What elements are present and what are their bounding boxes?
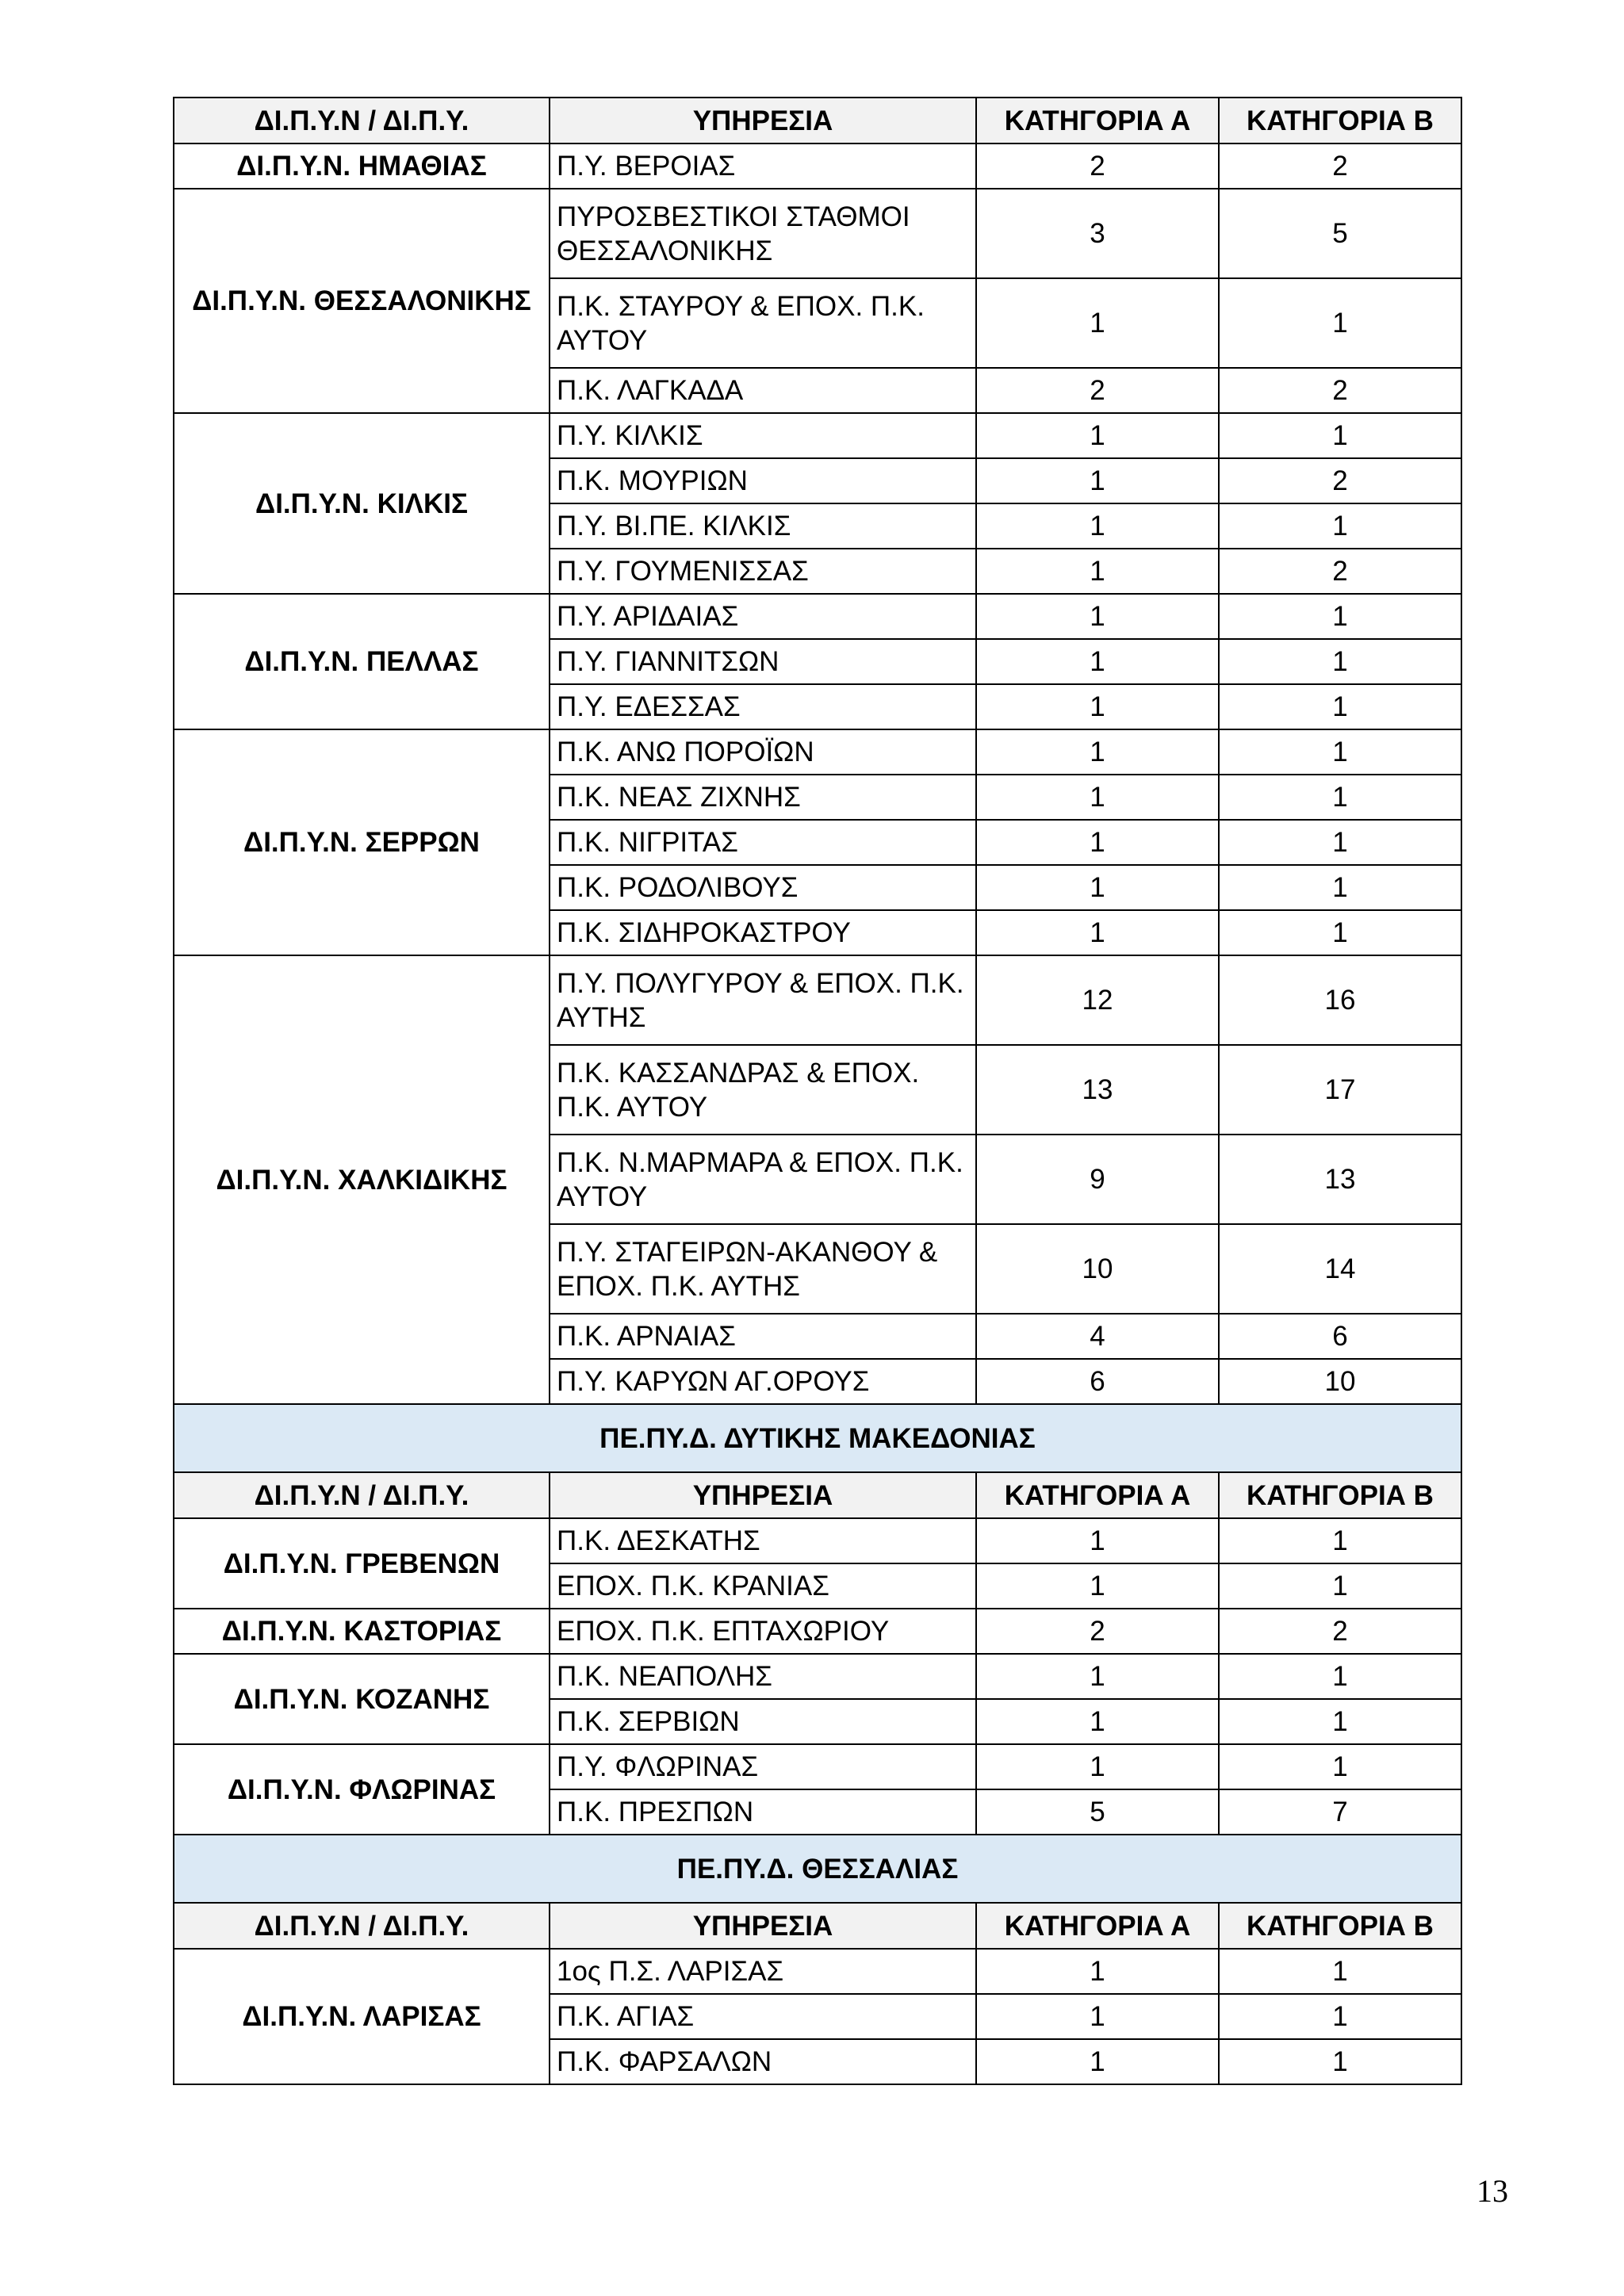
- category-a-cell: 1: [976, 594, 1219, 639]
- service-cell: ΕΠΟΧ. Π.Κ. ΕΠΤΑΧΩΡΙΟΥ: [550, 1609, 976, 1654]
- page-number: 13: [1477, 2173, 1508, 2209]
- category-a-cell: 1: [976, 458, 1219, 503]
- category-a-cell: 1: [976, 820, 1219, 865]
- category-b-cell: 1: [1219, 1654, 1461, 1699]
- category-b-cell: 1: [1219, 639, 1461, 684]
- table-row: [174, 413, 1461, 458]
- service-cell: Π.Κ. ΑΝΩ ΠΟΡΟΪΩΝ: [550, 729, 976, 775]
- category-b-cell: 1: [1219, 684, 1461, 729]
- service-cell: Π.Κ. ΝΕΑΣ ΖΙΧΝΗΣ: [550, 775, 976, 820]
- service-cell: Π.Κ. ΑΡΝΑΙΑΣ: [550, 1314, 976, 1359]
- category-a-cell: 1: [976, 729, 1219, 775]
- category-b-cell: 2: [1219, 458, 1461, 503]
- header-row: [174, 1472, 1461, 1518]
- category-b-cell: 1: [1219, 910, 1461, 955]
- category-a-cell: 1: [976, 1654, 1219, 1699]
- section-title-row: [174, 1404, 1461, 1472]
- service-cell: Π.Υ. ΓΟΥΜΕΝΙΣΣΑΣ: [550, 549, 976, 594]
- service-cell: Π.Υ. ΠΟΛΥΓΥΡΟΥ & ΕΠΟΧ. Π.Κ. ΑΥΤΗΣ: [550, 955, 976, 1045]
- directorate-cell: ΔΙ.Π.Υ.Ν. ΗΜΑΘΙΑΣ: [174, 144, 550, 189]
- category-a-cell: 1: [976, 1563, 1219, 1609]
- category-b-cell: 1: [1219, 729, 1461, 775]
- service-cell: Π.Υ. ΒΕΡΟΙΑΣ: [550, 144, 976, 189]
- category-a-cell: 1: [976, 503, 1219, 549]
- table-row: [174, 1654, 1461, 1699]
- table-body: [174, 98, 1461, 2084]
- service-cell: Π.Κ. ΛΑΓΚΑΔΑ: [550, 368, 976, 413]
- header-service: ΥΠΗΡΕΣΙΑ: [550, 98, 976, 144]
- category-a-cell: 1: [976, 684, 1219, 729]
- header-category-b: ΚΑΤΗΓΟΡΙΑ Β: [1219, 1903, 1461, 1949]
- service-cell: Π.Υ. ΦΛΩΡΙΝΑΣ: [550, 1744, 976, 1789]
- category-b-cell: 1: [1219, 1949, 1461, 1994]
- table-row: [174, 1609, 1461, 1654]
- service-cell: Π.Κ. ΡΟΔΟΛΙΒΟΥΣ: [550, 865, 976, 910]
- category-b-cell: 1: [1219, 2039, 1461, 2084]
- header-row: [174, 98, 1461, 144]
- category-a-cell: 6: [976, 1359, 1219, 1404]
- category-b-cell: 1: [1219, 503, 1461, 549]
- category-b-cell: 6: [1219, 1314, 1461, 1359]
- category-b-cell: 1: [1219, 594, 1461, 639]
- directorate-cell: ΔΙ.Π.Υ.Ν. ΦΛΩΡΙΝΑΣ: [174, 1744, 550, 1835]
- category-b-cell: 2: [1219, 368, 1461, 413]
- table-row: [174, 1744, 1461, 1789]
- category-a-cell: 12: [976, 955, 1219, 1045]
- header-category-a: ΚΑΤΗΓΟΡΙΑ Α: [976, 1903, 1219, 1949]
- category-b-cell: 1: [1219, 1518, 1461, 1563]
- category-a-cell: 1: [976, 278, 1219, 368]
- directorate-cell: ΔΙ.Π.Υ.Ν. ΠΕΛΛΑΣ: [174, 594, 550, 729]
- category-b-cell: 1: [1219, 1563, 1461, 1609]
- category-a-cell: 1: [976, 413, 1219, 458]
- service-cell: Π.Κ. Ν.ΜΑΡΜΑΡΑ & ΕΠΟΧ. Π.Κ. ΑΥΤΟΥ: [550, 1135, 976, 1224]
- table-row: [174, 729, 1461, 775]
- directorate-cell: ΔΙ.Π.Υ.Ν. ΧΑΛΚΙΔΙΚΗΣ: [174, 955, 550, 1404]
- service-cell: Π.Υ. ΚΑΡΥΩΝ ΑΓ.ΟΡΟΥΣ: [550, 1359, 976, 1404]
- directorate-cell: ΔΙ.Π.Υ.Ν. ΓΡΕΒΕΝΩΝ: [174, 1518, 550, 1609]
- allocation-table: [173, 97, 1462, 2085]
- category-a-cell: 1: [976, 1518, 1219, 1563]
- section-title: ΠΕ.ΠΥ.Δ. ΘΕΣΣΑΛΙΑΣ: [174, 1835, 1461, 1903]
- category-a-cell: 1: [976, 775, 1219, 820]
- table-row: [174, 955, 1461, 1045]
- header-directorate: ΔΙ.Π.Υ.Ν / ΔΙ.Π.Υ.: [174, 1472, 550, 1518]
- category-a-cell: 1: [976, 910, 1219, 955]
- category-b-cell: 1: [1219, 865, 1461, 910]
- category-a-cell: 2: [976, 368, 1219, 413]
- category-b-cell: 16: [1219, 955, 1461, 1045]
- service-cell: ΕΠΟΧ. Π.Κ. ΚΡΑΝΙΑΣ: [550, 1563, 976, 1609]
- service-cell: Π.Κ. ΜΟΥΡΙΩΝ: [550, 458, 976, 503]
- category-b-cell: 1: [1219, 278, 1461, 368]
- directorate-cell: ΔΙ.Π.Υ.Ν. ΚΙΛΚΙΣ: [174, 413, 550, 594]
- directorate-cell: ΔΙ.Π.Υ.Ν. ΛΑΡΙΣΑΣ: [174, 1949, 550, 2084]
- category-b-cell: 1: [1219, 1699, 1461, 1744]
- service-cell: Π.Υ. ΒΙ.ΠΕ. ΚΙΛΚΙΣ: [550, 503, 976, 549]
- category-a-cell: 1: [976, 1949, 1219, 1994]
- category-a-cell: 1: [976, 865, 1219, 910]
- service-cell: Π.Υ. ΚΙΛΚΙΣ: [550, 413, 976, 458]
- category-a-cell: 5: [976, 1789, 1219, 1835]
- category-b-cell: 2: [1219, 1609, 1461, 1654]
- section-title-row: [174, 1835, 1461, 1903]
- category-b-cell: 1: [1219, 413, 1461, 458]
- section-title: ΠΕ.ΠΥ.Δ. ΔΥΤΙΚΗΣ ΜΑΚΕΔΟΝΙΑΣ: [174, 1404, 1461, 1472]
- directorate-cell: ΔΙ.Π.Υ.Ν. ΚΟΖΑΝΗΣ: [174, 1654, 550, 1744]
- service-cell: Π.Υ. ΓΙΑΝΝΙΤΣΩΝ: [550, 639, 976, 684]
- category-b-cell: 1: [1219, 1994, 1461, 2039]
- directorate-cell: ΔΙ.Π.Υ.Ν. ΘΕΣΣΑΛΟΝΙΚΗΣ: [174, 189, 550, 413]
- header-directorate: ΔΙ.Π.Υ.Ν / ΔΙ.Π.Υ.: [174, 98, 550, 144]
- table-row: [174, 1518, 1461, 1563]
- category-b-cell: 1: [1219, 775, 1461, 820]
- directorate-cell: ΔΙ.Π.Υ.Ν. ΣΕΡΡΩΝ: [174, 729, 550, 955]
- category-a-cell: 1: [976, 1744, 1219, 1789]
- category-b-cell: 17: [1219, 1045, 1461, 1135]
- category-a-cell: 9: [976, 1135, 1219, 1224]
- category-b-cell: 14: [1219, 1224, 1461, 1314]
- service-cell: Π.Κ. ΦΑΡΣΑΛΩΝ: [550, 2039, 976, 2084]
- category-a-cell: 1: [976, 639, 1219, 684]
- table-row: [174, 594, 1461, 639]
- category-a-cell: 1: [976, 1994, 1219, 2039]
- service-cell: ΠΥΡΟΣΒΕΣΤΙΚΟΙ ΣΤΑΘΜΟΙ ΘΕΣΣΑΛΟΝΙΚΗΣ: [550, 189, 976, 278]
- service-cell: Π.Υ. ΑΡΙΔΑΙΑΣ: [550, 594, 976, 639]
- service-cell: 1ος Π.Σ. ΛΑΡΙΣΑΣ: [550, 1949, 976, 1994]
- category-a-cell: 1: [976, 2039, 1219, 2084]
- category-a-cell: 1: [976, 549, 1219, 594]
- category-b-cell: 1: [1219, 1744, 1461, 1789]
- service-cell: Π.Υ. ΣΤΑΓΕΙΡΩΝ-ΑΚΑΝΘΟΥ & ΕΠΟΧ. Π.Κ. ΑΥΤΗΣ: [550, 1224, 976, 1314]
- category-a-cell: 4: [976, 1314, 1219, 1359]
- service-cell: Π.Κ. ΚΑΣΣΑΝΔΡΑΣ & ΕΠΟΧ. Π.Κ. ΑΥΤΟΥ: [550, 1045, 976, 1135]
- category-a-cell: 2: [976, 144, 1219, 189]
- header-service: ΥΠΗΡΕΣΙΑ: [550, 1903, 976, 1949]
- service-cell: Π.Κ. ΑΓΙΑΣ: [550, 1994, 976, 2039]
- category-b-cell: 7: [1219, 1789, 1461, 1835]
- service-cell: Π.Κ. ΣΕΡΒΙΩΝ: [550, 1699, 976, 1744]
- header-directorate: ΔΙ.Π.Υ.Ν / ΔΙ.Π.Υ.: [174, 1903, 550, 1949]
- header-category-b: ΚΑΤΗΓΟΡΙΑ Β: [1219, 98, 1461, 144]
- header-service: ΥΠΗΡΕΣΙΑ: [550, 1472, 976, 1518]
- table-row: [174, 1949, 1461, 1994]
- category-a-cell: 10: [976, 1224, 1219, 1314]
- directorate-cell: ΔΙ.Π.Υ.Ν. ΚΑΣΤΟΡΙΑΣ: [174, 1609, 550, 1654]
- category-b-cell: 1: [1219, 820, 1461, 865]
- category-b-cell: 13: [1219, 1135, 1461, 1224]
- service-cell: Π.Κ. ΝΙΓΡΙΤΑΣ: [550, 820, 976, 865]
- category-b-cell: 5: [1219, 189, 1461, 278]
- category-b-cell: 2: [1219, 549, 1461, 594]
- table-row: [174, 189, 1461, 278]
- header-row: [174, 1903, 1461, 1949]
- category-a-cell: 1: [976, 1699, 1219, 1744]
- header-category-b: ΚΑΤΗΓΟΡΙΑ Β: [1219, 1472, 1461, 1518]
- header-category-a: ΚΑΤΗΓΟΡΙΑ Α: [976, 1472, 1219, 1518]
- service-cell: Π.Κ. ΣΤΑΥΡΟΥ & ΕΠΟΧ. Π.Κ. ΑΥΤΟΥ: [550, 278, 976, 368]
- service-cell: Π.Υ. ΕΔΕΣΣΑΣ: [550, 684, 976, 729]
- category-a-cell: 3: [976, 189, 1219, 278]
- service-cell: Π.Κ. ΠΡΕΣΠΩΝ: [550, 1789, 976, 1835]
- table-row: [174, 144, 1461, 189]
- service-cell: Π.Κ. ΔΕΣΚΑΤΗΣ: [550, 1518, 976, 1563]
- service-cell: Π.Κ. ΝΕΑΠΟΛΗΣ: [550, 1654, 976, 1699]
- service-cell: Π.Κ. ΣΙΔΗΡΟΚΑΣΤΡΟΥ: [550, 910, 976, 955]
- category-a-cell: 13: [976, 1045, 1219, 1135]
- category-b-cell: 2: [1219, 144, 1461, 189]
- header-category-a: ΚΑΤΗΓΟΡΙΑ Α: [976, 98, 1219, 144]
- category-a-cell: 2: [976, 1609, 1219, 1654]
- category-b-cell: 10: [1219, 1359, 1461, 1404]
